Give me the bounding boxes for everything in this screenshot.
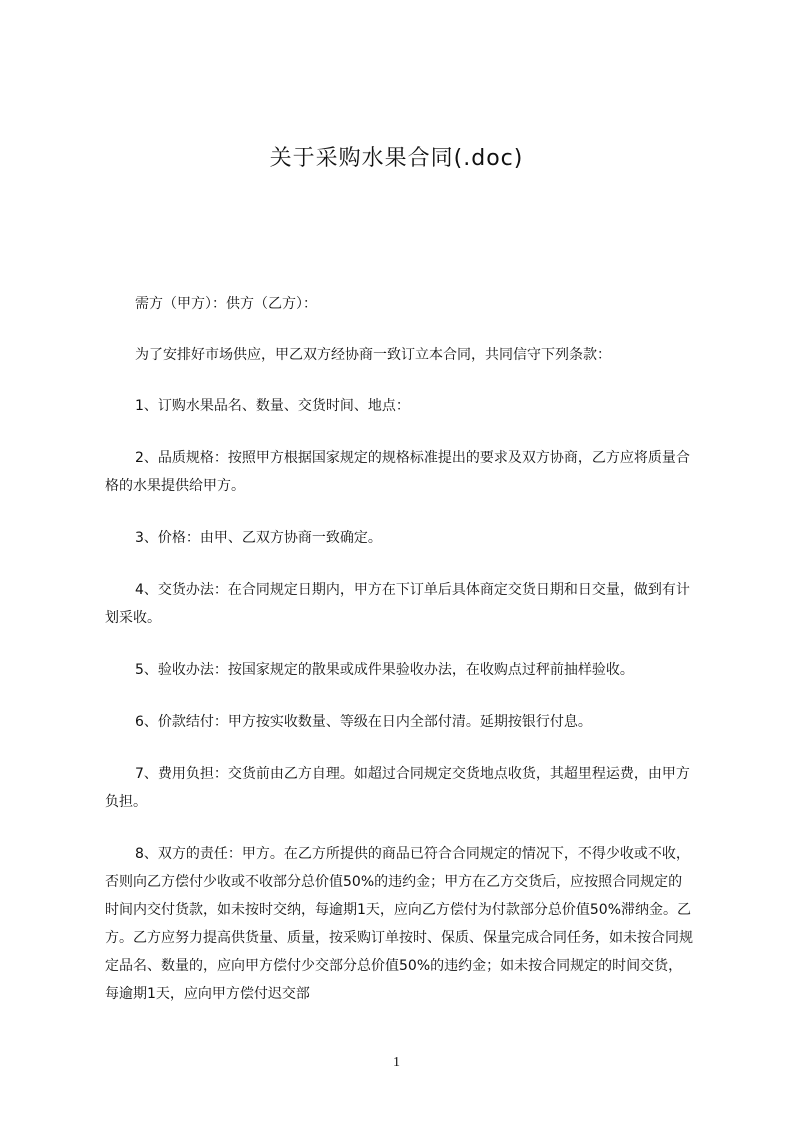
paragraph-clause-6: 6、价款结付：甲方按实收数量、等级在日内全部付清。延期按银行付息。	[135, 714, 592, 730]
document-title: 关于采购水果合同(.doc)	[269, 146, 524, 171]
paragraph-clause-5: 5、验收办法：按国家规定的散果或成件果验收办法，在收购点过秤前抽样验收。	[135, 662, 634, 678]
page-number: 1	[393, 1055, 400, 1070]
paragraph-parties: 需方（甲方）：供方（乙方）：	[135, 296, 317, 312]
paragraph-clause-7: 7、费用负担：交货前由乙方自理。如超过合同规定交货地点收货，其超里程运费，由甲方负担。	[105, 766, 690, 810]
paragraph-clause-8: 8、双方的责任：甲方。在乙方所提供的商品已符合合同规定的情况下，不得少收或不收，否则向乙方偿付少收或不收部分总价值50%的违约金；甲方在乙方交货后，应按照合同规定的时间内交付货款，如未按时交纳，每逾期1天，应向乙方偿付为付款部分总价值50%滞纳金。乙方。乙方应努力提高供货量、质量，按采购订单按时、保质、保量完成合同任务，如未按合同规定品名、数量的，应向甲方偿付少交部分总价值50%的违约金；如未按合同规定的时间交货，每逾期1天，应向甲方偿付迟交部	[105, 846, 693, 1002]
paragraph-clause-1: 1、订购水果品名、数量、交货时间、地点：	[135, 398, 410, 414]
paragraph-clause-2: 2、品质规格：按照甲方根据国家规定的规格标准提出的要求及双方协商，乙方应将质量合格的水果提供给甲方。	[105, 450, 690, 494]
paragraph-clause-3: 3、价格：由甲、乙双方协商一致确定。	[135, 530, 382, 546]
paragraph-preamble: 为了安排好市场供应，甲乙双方经协商一致订立本合同，共同信守下列条款：	[135, 347, 611, 363]
paragraph-clause-4: 4、交货办法：在合同规定日期内，甲方在下订单后具体商定交货日期和日交量，做到有计划采收。	[105, 582, 690, 626]
document-body	[105, 290, 695, 1008]
